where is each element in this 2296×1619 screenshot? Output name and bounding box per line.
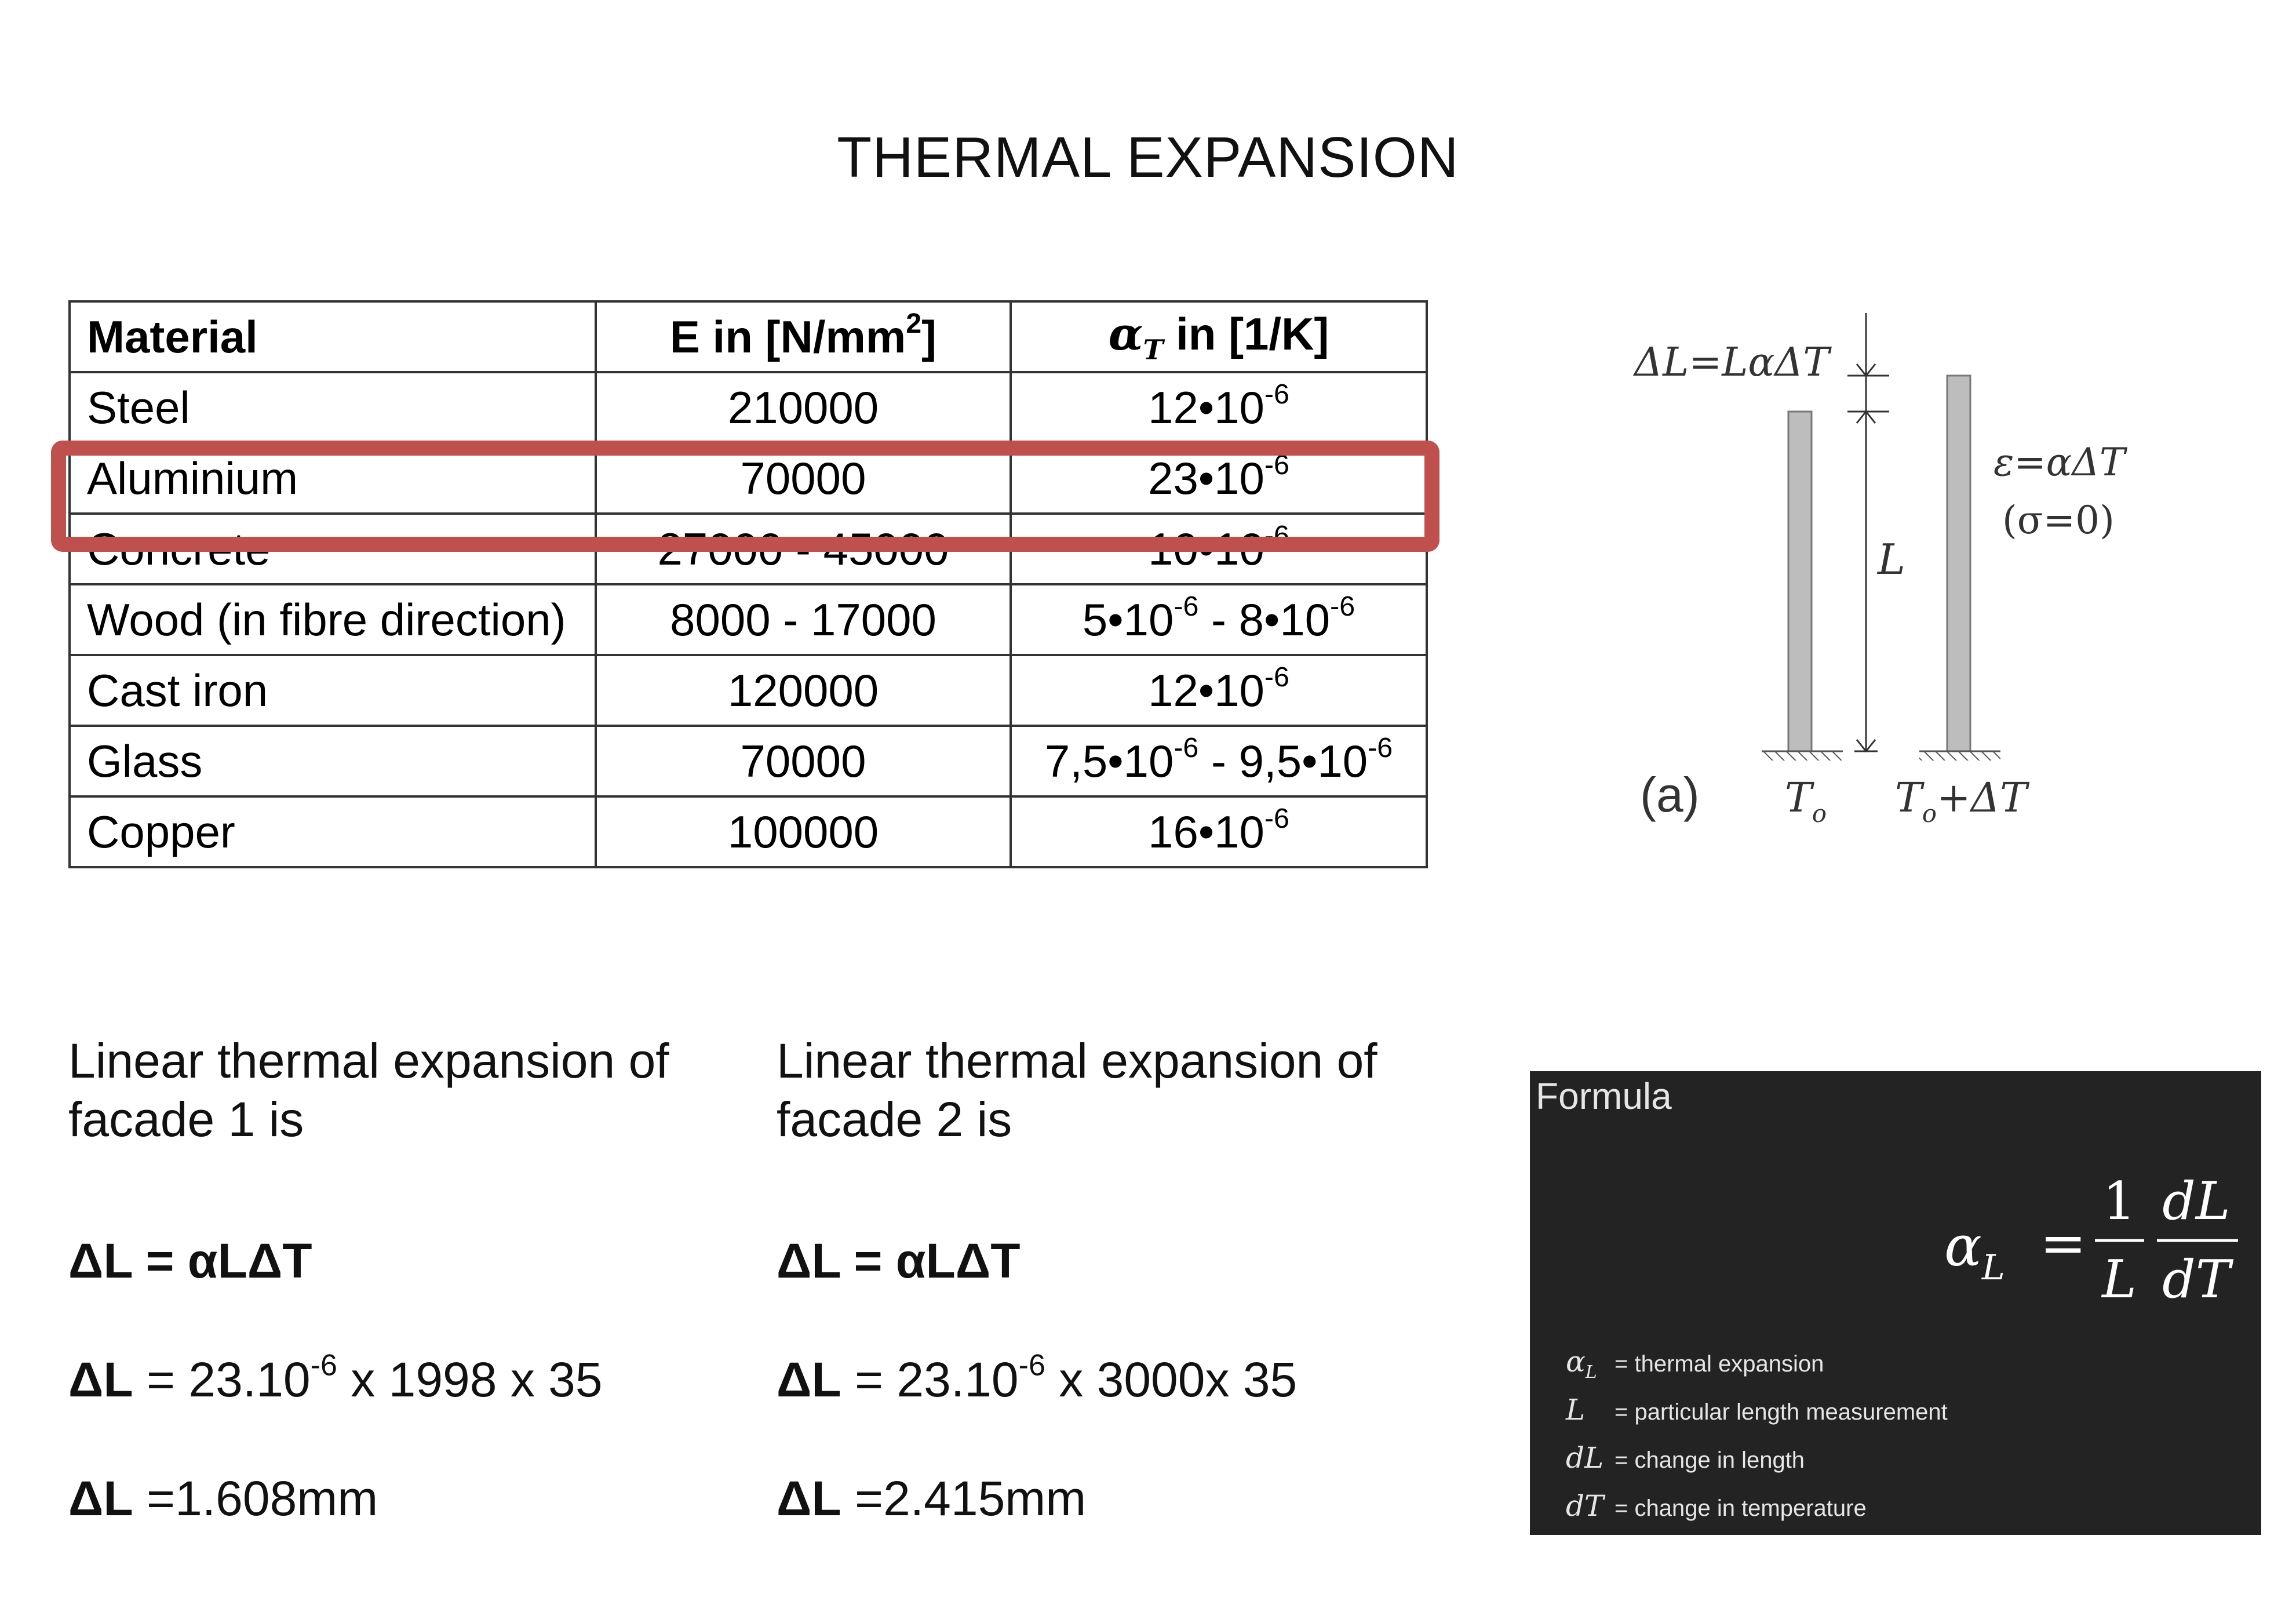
alpha-exponent-2: -6 [1330, 590, 1355, 622]
legend-text: = particular length measurement [1615, 1399, 1948, 1425]
page-title: THERMAL EXPANSION [837, 125, 1459, 189]
alpha-exponent-1: -6 [1264, 449, 1289, 481]
part-label: (a) [1640, 767, 1700, 822]
column-expanded [1947, 376, 1970, 751]
legend-text: = thermal expansion [1615, 1351, 1824, 1377]
facade-2-sub-rest: x 3000x 35 [1045, 1352, 1298, 1407]
alpha-value-1: 12•10 [1148, 664, 1264, 716]
legend-symbol [1566, 1386, 1615, 1434]
final-temperature-label [1895, 774, 2029, 828]
cell-elastic-modulus: 27000 - 45000 [596, 514, 1011, 584]
t0-symbol: T [1785, 774, 1812, 821]
alpha-exponent-1: -6 [1173, 732, 1199, 763]
legend-symbol-char: α [1566, 1345, 1586, 1378]
facade-1-res-lhs: ΔL [68, 1471, 133, 1526]
fraction-1-denominator: L [2102, 1249, 2137, 1310]
legend-symbol [1566, 1482, 1615, 1530]
alpha-exponent-1: -6 [1264, 802, 1289, 834]
alpha-subscript: T [1143, 334, 1164, 366]
cell-material: Copper [70, 796, 596, 867]
facade-2-res-value: =2.415mm [841, 1471, 1087, 1526]
legend-symbol-char: dL [1566, 1441, 1604, 1475]
alpha-exponent-1: -6 [1264, 519, 1289, 551]
facade-1-formula: ΔL = αLΔT [68, 1234, 312, 1288]
legend-item [1566, 1338, 1948, 1386]
delta-length-label: ΔL=LαΔT [1634, 340, 1829, 385]
facade-1-sub-exponent: -6 [310, 1348, 337, 1382]
facade-1-calculation [68, 1032, 764, 1526]
alpha-char: α [1108, 307, 1143, 361]
facade-2-heading: Linear thermal expansion of facade 2 is [777, 1034, 1377, 1147]
facade-2-sub-exponent: -6 [1018, 1348, 1045, 1382]
initial-temperature-label [1785, 774, 1827, 828]
cell-material: Concrete [70, 514, 596, 584]
alpha-exponent-1: -6 [1264, 661, 1289, 693]
legend-item [1566, 1386, 1948, 1434]
alpha-value-2: - 9,5•10 [1198, 735, 1368, 787]
cell-elastic-modulus: 120000 [596, 655, 1011, 726]
fraction-2-denominator: dT [2162, 1249, 2231, 1310]
t1-symbol: T [1895, 774, 1922, 821]
t0-subscript: o [1812, 799, 1827, 828]
header-alpha-suffix: in [1/K] [1163, 308, 1329, 359]
stress-label: (σ=0) [2002, 498, 2115, 543]
legend-symbol [1566, 1434, 1615, 1482]
material-table-container [68, 300, 1428, 868]
table-row [70, 796, 1427, 867]
legend-text: = change in temperature [1615, 1496, 1867, 1521]
ground-hatch-left [1762, 751, 1843, 761]
thermal-expansion-diagram [1623, 301, 2179, 858]
facade-1-result [68, 1469, 378, 1528]
formula-legend [1566, 1338, 1948, 1530]
cell-material: Aluminium [70, 443, 596, 514]
cell-material: Steel [70, 372, 596, 443]
formula-alpha: α [1944, 1214, 1982, 1279]
facade-2-result [777, 1469, 1086, 1528]
strain-label: ε=αΔT [1993, 440, 2125, 485]
legend-item [1566, 1434, 1948, 1482]
legend-item [1566, 1482, 1948, 1530]
alpha-value-1: 12•10 [1148, 381, 1264, 433]
ground-hatch-right [1919, 751, 2000, 761]
formula-box [1530, 1071, 2261, 1535]
cell-elastic-modulus: 70000 [596, 443, 1011, 514]
header-material: Material [70, 301, 596, 372]
alpha-value-1: 23•10 [1148, 452, 1264, 504]
table-header-row [70, 301, 1427, 372]
legend-symbol-subscript: L [1585, 1362, 1597, 1382]
cell-material: Wood (in fibre direction) [70, 584, 596, 655]
cell-elastic-modulus: 210000 [596, 372, 1011, 443]
alpha-value-1: 5•10 [1082, 594, 1174, 645]
alpha-exponent-1: -6 [1173, 590, 1199, 622]
facade-2-sub-mid: = 23.10 [841, 1352, 1019, 1407]
formula-lhs [1944, 1214, 2005, 1288]
length-label: L [1878, 535, 1905, 584]
facade-1-res-value: =1.608mm [133, 1471, 378, 1526]
cell-thermal-coefficient [1011, 584, 1427, 655]
cell-elastic-modulus: 8000 - 17000 [596, 584, 1011, 655]
t1-suffix: +ΔT [1937, 774, 2027, 821]
header-thermal-coefficient [1011, 301, 1427, 372]
cell-thermal-coefficient [1011, 726, 1427, 796]
header-alpha-symbol [1108, 307, 1164, 366]
facade-1-heading: Linear thermal expansion of facade 1 is [68, 1034, 669, 1147]
formula-equation [1530, 1071, 2261, 1338]
legend-symbol-char: L [1566, 1393, 1586, 1427]
formula-title: Formula [1536, 1075, 1672, 1117]
table-row [70, 372, 1427, 443]
facade-1-sub-lhs: ΔL [68, 1352, 133, 1407]
fraction-2-numerator: dL [2162, 1171, 2231, 1232]
alpha-exponent-1: -6 [1264, 378, 1289, 410]
facade-2-res-lhs: ΔL [777, 1471, 841, 1526]
header-e-text: E in [N/mm [669, 311, 906, 362]
cell-thermal-coefficient [1011, 655, 1427, 726]
material-properties-table [68, 300, 1428, 868]
fraction-1-numerator: 1 [2102, 1171, 2136, 1232]
alpha-value-1: 7,5•10 [1044, 735, 1174, 787]
cell-thermal-coefficient [1011, 796, 1427, 867]
t1-subscript: o [1922, 799, 1937, 828]
cell-material: Glass [70, 726, 596, 796]
facade-1-sub-rest: x 1998 x 35 [337, 1352, 603, 1407]
column-original [1788, 412, 1812, 751]
table-row [70, 584, 1427, 655]
alpha-exponent-2: -6 [1368, 732, 1393, 763]
table-row [70, 655, 1427, 726]
cell-elastic-modulus: 70000 [596, 726, 1011, 796]
header-e-suffix: ] [921, 311, 937, 362]
alpha-value-2: - 8•10 [1198, 594, 1331, 645]
facade-2-formula: ΔL = αLΔT [777, 1234, 1021, 1288]
facade-2-calculation [777, 1032, 1472, 1526]
facade-1-sub-mid: = 23.10 [133, 1352, 311, 1407]
alpha-value-1: 10•10 [1148, 523, 1264, 574]
facade-2-sub-lhs: ΔL [777, 1352, 841, 1407]
header-elastic-modulus [596, 301, 1011, 372]
cell-thermal-coefficient [1011, 372, 1427, 443]
cell-material: Cast iron [70, 655, 596, 726]
formula-equals: = [2040, 1211, 2087, 1276]
facade-2-substitution [777, 1348, 1298, 1409]
formula-alpha-subscript: L [1981, 1247, 2005, 1288]
header-e-exponent: 2 [906, 307, 922, 339]
legend-symbol-char: dT [1566, 1489, 1604, 1523]
legend-text: = change in length [1615, 1447, 1805, 1473]
facade-1-substitution [68, 1348, 603, 1409]
table-row [70, 726, 1427, 796]
alpha-value-1: 16•10 [1148, 806, 1264, 857]
aluminium-highlight-box [51, 441, 1439, 552]
cell-elastic-modulus: 100000 [596, 796, 1011, 867]
